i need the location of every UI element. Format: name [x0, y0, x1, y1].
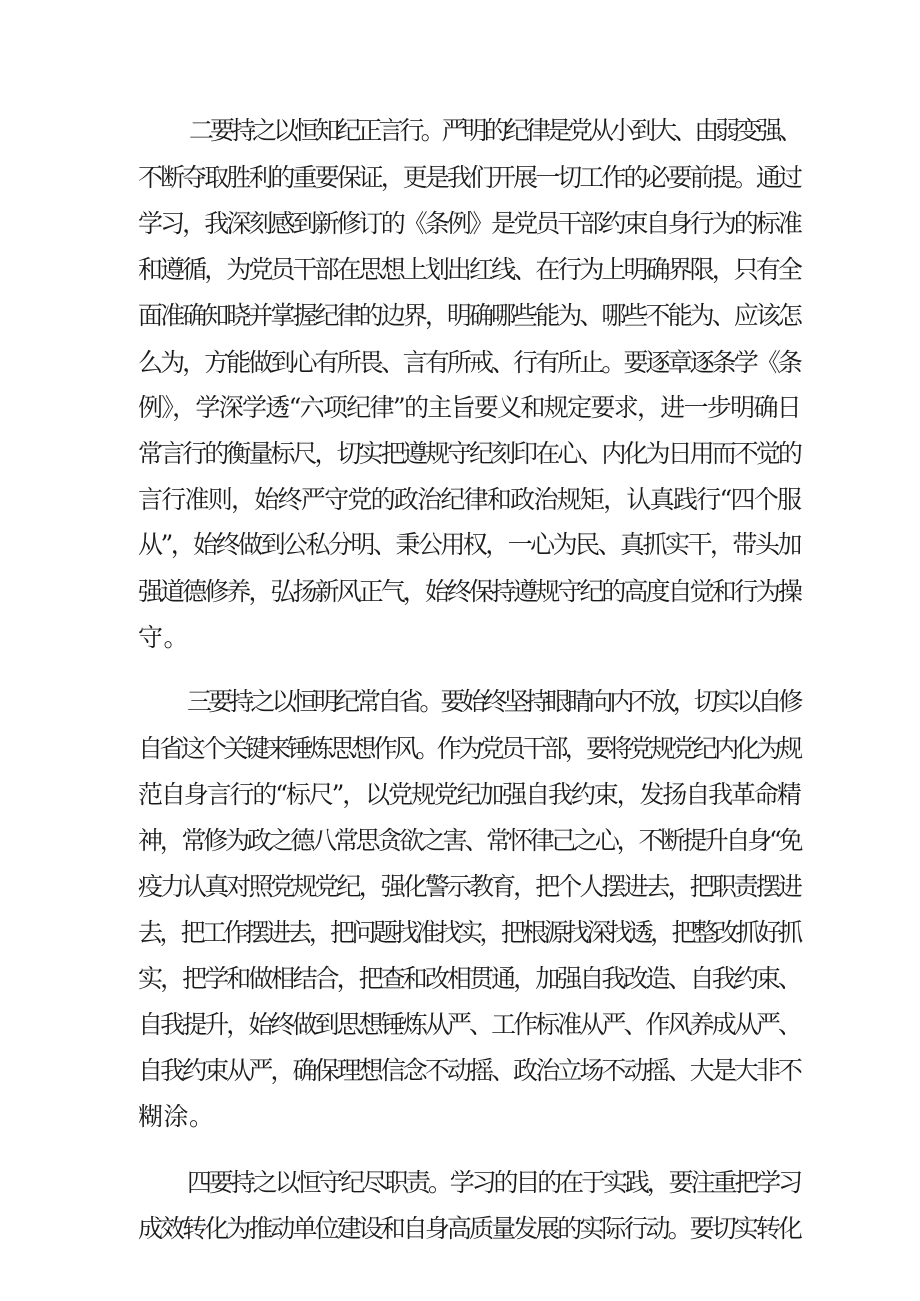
- text-line: 去，把工作摆进去，把问题找准找实，把根源找深找透，把整改抓好抓: [138, 918, 800, 947]
- text-line: 自省这个关键来锤炼思想作风。作为党员干部，要将党规党纪内化为规: [138, 734, 800, 763]
- text-line: 和遵循，为党员干部在思想上划出红线、在行为上明确界限，只有全: [138, 255, 801, 284]
- text-line: 范自身言行的“标尺”，以党规党纪加强自我约束，发扬自我革命精: [138, 780, 800, 809]
- text-line: 强道德修养，弘扬新风正气，始终保持遵规守纪的高度自觉和行为操: [138, 577, 801, 606]
- text-line: 自我约束从严，确保理想信念不动摇、政治立场不动摇、大是大非不: [138, 1056, 801, 1085]
- text-line: 从”，始终做到公私分明、秉公用权，一心为民、真抓实干，带头加: [138, 530, 800, 559]
- text-line: 成效转化为推动单位建设和自身高质量发展的实际行动。要切实转化: [138, 1214, 801, 1243]
- text-line: 自我提升，始终做到思想锤炼从严、工作标准从严、作风养成从严、: [138, 1010, 801, 1039]
- text-line: 四要持之以恒守纪尽职责。学习的目的在于实践，要注重把学习: [187, 1168, 801, 1197]
- text-line: 疫力认真对照党规党纪，强化警示教育，把个人摆进去，把职责摆进: [138, 872, 801, 901]
- text-line: 神，常修为政之德八常思贪欲之害、常怀律己之心，不断提升自身“免: [138, 826, 801, 855]
- text-line: 实，把学和做相结合，把查和改相贯通，加强自我改造、自我约束、: [138, 964, 801, 993]
- text-line: 言行准则，始终严守党的政治纪律和政治规矩，认真践行“四个服: [138, 485, 801, 514]
- text-line: 糊涂。: [138, 1102, 215, 1131]
- text-line: 例》，学深学透“六项纪律”的主旨要义和规定要求，进一步明确日: [138, 393, 801, 422]
- text-line: 学习，我深刻感到新修订的《条例》是党员干部约束自身行为的标准: [138, 209, 801, 238]
- text-line: 常言行的衡量标尺，切实把遵规守纪刻印在心、内化为日用而不觉的: [138, 439, 801, 468]
- text-line: 二要持之以恒知纪正言行。严明的纪律是党从小到大、由弱变强、: [189, 116, 800, 145]
- text-line: 三要持之以恒明纪常自省。要始终坚持眼睛向内不放，切实以自修: [187, 687, 800, 716]
- text-line: 面准确知晓并掌握纪律的边界，明确哪些能为、哪些不能为、应该怎: [138, 301, 801, 330]
- text-line: 么为，方能做到心有所畏、言有所戒、行有所止。要逐章逐条学《条: [138, 348, 801, 377]
- text-line: 不断夺取胜利的重要保证，更是我们开展一切工作的必要前提。通过: [138, 163, 801, 192]
- text-line: 守。: [138, 623, 190, 652]
